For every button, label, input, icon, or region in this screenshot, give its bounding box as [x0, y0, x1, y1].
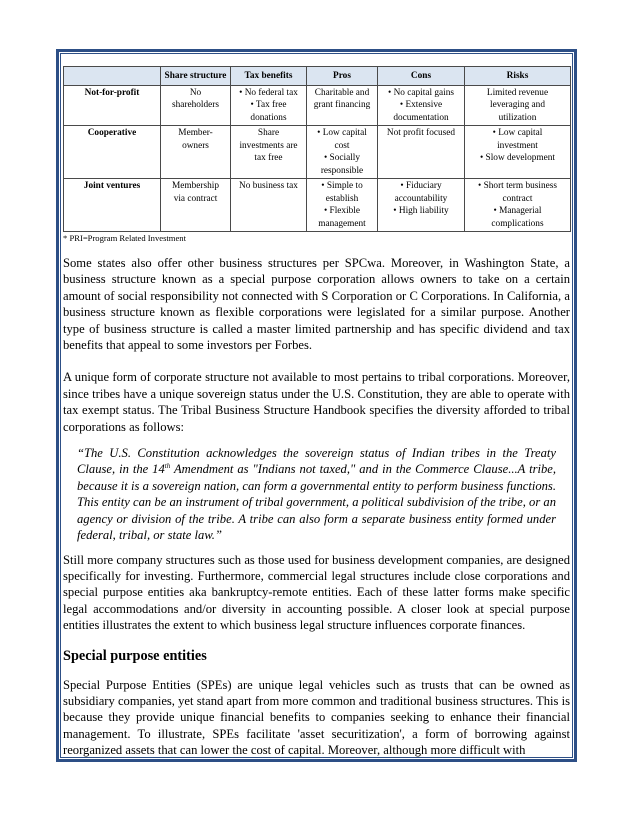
cell-line: complications	[491, 218, 544, 229]
cell-line: • Low capital	[317, 128, 367, 138]
table-cell	[465, 179, 571, 232]
cell-line: Not profit focused	[386, 128, 456, 138]
cell-line: • Short term business	[478, 181, 557, 191]
paragraph: Special Purpose Entities (SPEs) are unique legal vehicles such as trusts that can be owned as subsidiary companies, yet stand apart from more common and traditional business structures. This is because they provide unique financial benefits to companies seeking to enhance their financial management. To illustrate, SPEs facilitate 'asset securitization', a form of borrowing against reorganized assets that can lower the cost of capital. Moreover, although more difficult with	[63, 677, 570, 758]
cell-line: • Flexible	[323, 206, 361, 216]
header-cell: Share structure	[161, 67, 231, 86]
cell-line: • Extensive	[399, 100, 443, 110]
header-cell: Pros	[307, 67, 378, 86]
cell-line: • Socially	[323, 153, 361, 163]
table-cell	[307, 179, 378, 232]
page-content	[63, 66, 570, 759]
cell-line: • High liability	[393, 206, 449, 216]
cell-line: cost	[334, 140, 350, 151]
header-cell: Risks	[465, 67, 571, 86]
cell-line: • No federal tax	[239, 87, 298, 98]
cell-line: responsible	[320, 165, 364, 176]
table-cell	[307, 126, 378, 179]
cell-line: • Managerial	[493, 206, 542, 216]
table-cell	[161, 85, 231, 126]
cell-line: • Fiduciary	[400, 181, 442, 191]
table-cell	[378, 179, 465, 232]
table-cell	[378, 126, 465, 179]
table-cell	[307, 85, 378, 126]
header-cell: Cons	[378, 67, 465, 86]
paragraph: Still more company structures such as those used for business development companies, are designed specifically for investing. Furthermore, commercial legal structures include close corporations and special purpose entities aka bankruptcy-remote entities. Each of these latter forms make specific legal accommodations and/or diversity in accounting possible. A closer look at special purpose entities illustrates the extent to which business legal structure influences corporate finances.	[63, 552, 570, 633]
table-cell	[231, 126, 307, 179]
cell-line: Charitable and	[314, 87, 370, 98]
business-structure-table	[63, 66, 571, 232]
cell-line: utilization	[498, 112, 537, 123]
table-cell	[231, 85, 307, 126]
cell-line: via contract	[173, 193, 218, 204]
row-label: Cooperative	[64, 126, 161, 179]
section-heading: Special purpose entities	[63, 647, 207, 664]
cell-line: Limited revenue	[486, 87, 549, 98]
header-cell: Tax benefits	[231, 67, 307, 86]
cell-line: • Tax free	[250, 100, 287, 110]
cell-line: owners	[182, 140, 209, 151]
row-label: Joint ventures	[64, 179, 161, 232]
cell-line: investment	[497, 140, 538, 151]
cell-line: • Slow development	[479, 153, 556, 163]
row-label: Not-for-profit	[64, 85, 161, 126]
cell-line: • Low capital	[492, 128, 543, 138]
cell-line: contract	[502, 193, 533, 204]
cell-line: Member-	[178, 128, 213, 138]
cell-line: No business tax	[239, 181, 298, 191]
table-row	[64, 179, 571, 232]
cell-line: • Simple to	[321, 181, 363, 191]
table-header-row	[64, 67, 571, 86]
cell-line: No	[189, 87, 202, 98]
cell-line: documentation	[393, 112, 449, 123]
paragraph: Some states also offer other business structures per SPCwa. Moreover, in Washington State, a business structure known as a special purpose corporation allows owners to take on a certain amount of social responsibility not connected with S Corporation or C Corporations. In California, a business structure known as flexible corporations were legislated for a similar purpose. Another type of business structure is called a master limited partnership and has specific dividend and tax benefits that appeal to some investors per Forbes.	[63, 256, 570, 353]
table-cell	[378, 85, 465, 126]
cell-line: tax free	[254, 153, 283, 163]
table-cell	[465, 126, 571, 179]
cell-line: management	[318, 218, 366, 229]
cell-line: establish	[325, 193, 359, 204]
cell-line: Share	[257, 128, 280, 138]
table-cell	[161, 126, 231, 179]
cell-line: investments are	[239, 140, 298, 151]
block-quote: “The U.S. Constitution acknowledges the sovereign status of Indian tribes in the Treaty Clause, in the 14th Amendment as "Indians not taxed," and in the Commerce Clause...A tribe, because it is a sovereign nation, can form a governmental entity to perform business functions. This entity can be an instrument of tribal government, a political subdivision of the tribe, or an agency or division of the tribe. A tribe can also form a separate business entity formed under federal, tribal, or state law.”	[77, 446, 557, 543]
table-footnote: * PRI=Program Related Investment	[63, 233, 186, 243]
paragraph: A unique form of corporate structure not available to most pertains to tribal corporations. Moreover, since tribes have a unique sovereign status under the U.S. Constitution, they are able to operate with tax exempt status. The Tribal Business Structure Handbook specifies the diversity afforded to tribal corporations as follows:	[63, 370, 570, 434]
cell-line: Membership	[172, 181, 219, 191]
cell-line: donations	[250, 112, 287, 123]
table-cell	[231, 179, 307, 232]
table-row	[64, 126, 571, 179]
header-cell	[64, 67, 161, 86]
cell-line: grant financing	[313, 100, 371, 110]
table-row	[64, 85, 571, 126]
cell-line: shareholders	[172, 100, 219, 110]
table-cell	[465, 85, 571, 126]
cell-line: • No capital gains	[388, 87, 454, 98]
table-cell	[161, 179, 231, 232]
cell-line: accountability	[394, 193, 448, 204]
cell-line: leveraging and	[490, 100, 545, 110]
